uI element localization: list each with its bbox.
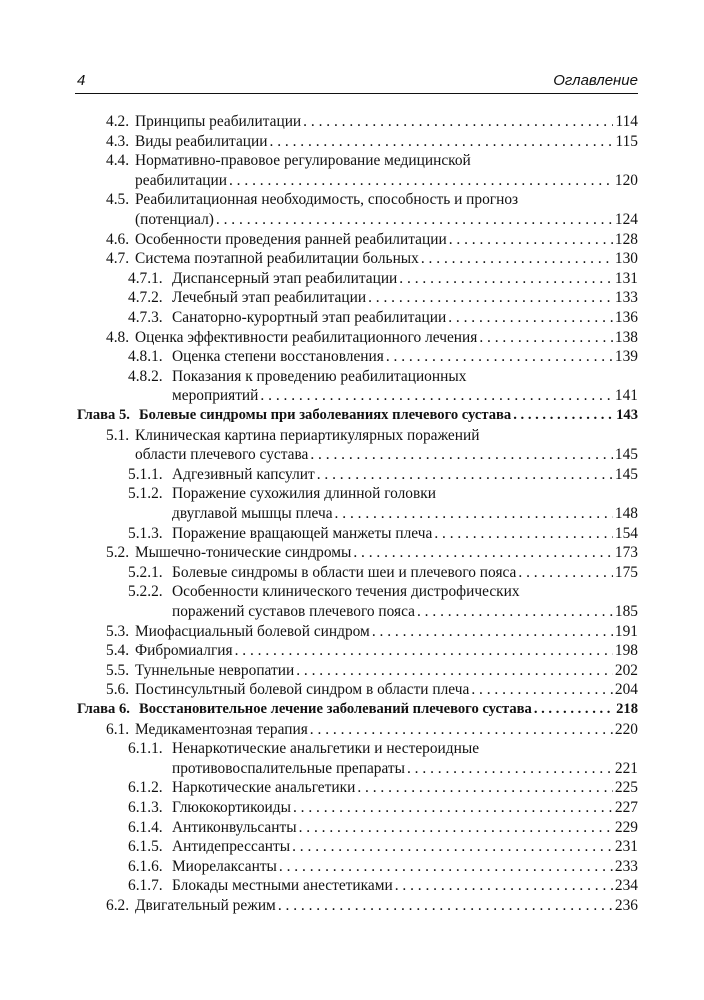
toc-title: Особенности клинического течения дистрофических [172,583,520,601]
toc-page-number: 175 [614,563,638,581]
dot-leader [270,132,614,152]
toc-number: 5.1. [106,426,130,444]
dot-leader [310,445,613,465]
toc-line [128,778,638,798]
toc-number: 6.1.1. [128,740,163,758]
toc-page-number: 185 [614,602,638,620]
toc-line [128,876,638,896]
toc-title: Двигательный режим [135,897,276,914]
toc-line [128,288,638,308]
toc-line [77,700,638,720]
toc-page-number: 204 [614,681,638,699]
toc-line [106,720,638,740]
toc-page-number: 233 [614,857,638,875]
toc-entry [106,151,638,190]
toc-number: 4.4. [106,152,130,170]
dot-leader [317,465,613,485]
toc-line [128,837,638,857]
toc-title: Фибромиалгия [135,642,233,660]
toc-title: Антиконвульсанты [172,818,297,836]
toc-title: мероприятий [172,387,259,405]
toc-line [128,269,638,289]
toc-number: 5.4. [106,642,130,660]
dot-leader [513,406,614,426]
toc-page-number: 139 [614,348,638,366]
toc-page-number: 141 [614,387,638,405]
toc-page-number: 120 [614,171,638,189]
toc-number: Глава 5. [77,407,130,423]
toc-page-number: 218 [616,701,638,717]
toc-entry [106,230,638,250]
toc-page-number: 191 [614,622,638,640]
toc-entry [128,837,638,857]
toc-number: 4.7.3. [128,309,163,326]
toc-line [128,367,638,387]
dot-leader [395,876,613,896]
toc-chapter [77,406,638,426]
toc-entry [106,641,638,661]
dot-leader [260,386,612,406]
page-number: 4 [77,72,86,89]
toc-page-number: 231 [614,838,638,856]
toc-title: Миофасциальный болевой синдром [135,622,370,640]
dot-leader [299,818,613,838]
toc-line [106,641,638,661]
toc-number: 5.1.3. [128,524,163,542]
toc-title: Принципы реабилитации [135,113,302,130]
toc-number: 6.1.2. [128,779,163,797]
toc-line [77,406,638,426]
running-title: Оглавление [553,72,638,89]
toc-line [106,328,638,348]
toc-number: 6.1.6. [128,857,163,875]
toc-number: 5.3. [106,622,130,640]
dot-leader [303,112,613,132]
toc-line [106,543,638,563]
toc-line [128,759,638,779]
toc-entry [106,190,638,229]
dot-leader [386,347,613,367]
toc-entry [106,112,638,132]
toc-page-number: 220 [614,720,638,738]
toc-line [128,798,638,818]
dot-leader [471,680,613,700]
dot-leader [434,524,613,544]
toc-page-number: 227 [614,799,638,816]
toc-entry [106,680,638,700]
toc-title: Оценка степени восстановления [172,348,384,366]
toc-page-number: 143 [616,407,638,423]
toc-line [128,739,638,759]
toc-entry [128,818,638,838]
dot-leader [357,778,613,798]
dot-leader [407,759,613,779]
toc-line [106,622,638,642]
dot-leader [235,641,613,661]
toc-title: поражений суставов плечевого пояса [172,602,415,620]
toc-title: Санаторно-курортный этап реабилитации [172,309,447,326]
toc-entry [106,249,638,269]
toc-line [106,132,638,152]
toc-title: Поражение сухожилия длинной головки [172,485,436,503]
toc-title: Антидепрессанты [172,838,291,856]
toc-page-number: 225 [614,779,638,797]
toc-title: Реабилитационная необходимость, способность и прогноз [135,191,519,209]
toc-line [106,661,638,681]
dot-leader [518,563,613,583]
toc-line [128,563,638,583]
toc-title: Система поэтапной реабилитации больных [135,250,419,268]
toc-page-number: 130 [614,250,638,268]
toc-title: Блокады местными анестетиками [172,877,393,895]
toc-number: 4.8. [106,328,130,346]
toc-number: 5.1.2. [128,485,163,503]
header-rule [75,93,638,94]
toc-title: Мышечно-тонические синдромы [135,544,352,562]
toc-number: 6.1.3. [128,799,163,816]
toc-line [128,347,638,367]
toc-entry [128,288,638,308]
toc-entry [106,132,638,152]
dot-leader [296,661,613,681]
toc-line [106,210,638,230]
toc-title: Оценка эффективности реабилитационного лечения [135,328,478,346]
toc-line [106,249,638,269]
toc-title: Болевые синдромы при заболеваниях плечевого сустава [139,407,512,423]
toc-page-number: 124 [614,210,638,228]
toc-line [106,896,638,916]
toc-page-number: 128 [614,230,638,248]
toc-line [106,112,638,132]
toc-page-number: 145 [614,446,638,464]
toc-number: 5.2. [106,544,130,562]
dot-leader [279,857,613,877]
toc-number: 5.5. [106,661,130,679]
toc-number: 6.1. [106,720,130,738]
toc-title: Виды реабилитации [135,132,268,150]
dot-leader [310,720,613,740]
toc-entry [128,484,638,523]
toc-title: (потенциал) [135,210,214,228]
toc-number: 5.2.1. [128,563,163,581]
toc-title: Лечебный этап реабилитации [172,289,367,307]
toc-page-number: 198 [614,642,638,660]
toc-page-number: 114 [615,113,638,130]
toc-number: 4.8.2. [128,367,163,385]
toc-entry [128,582,638,621]
dot-leader [353,543,613,563]
toc-line [128,484,638,504]
dot-leader [293,798,613,818]
toc-page-number: 154 [614,524,638,542]
toc-title: двуглавой мышцы плеча [172,504,333,522]
toc-number: Глава 6. [77,701,130,717]
toc-title: Клиническая картина периартикулярных поражений [135,426,480,444]
toc-page-number: 115 [615,132,638,150]
toc-entry [106,661,638,681]
toc-entry [106,720,638,740]
dot-leader [448,308,613,328]
toc-page-number: 138 [614,328,638,346]
toc-number: 6.1.7. [128,877,163,895]
toc-line [128,602,638,622]
toc-line [128,465,638,485]
toc-line [106,445,638,465]
toc-number: 4.7.1. [128,269,163,287]
toc-entry [128,347,638,367]
toc-entry [128,798,638,818]
toc-line [106,680,638,700]
toc-page-number: 236 [614,897,638,914]
toc-line [106,171,638,191]
toc-title: Диспансерный этап реабилитации [172,269,398,287]
toc-line [106,426,638,446]
toc-entry [128,778,638,798]
toc-line [106,190,638,210]
toc-page-number: 131 [614,269,638,287]
running-header [75,70,638,92]
toc-number: 4.6. [106,230,130,248]
toc-entry [128,524,638,544]
toc-title: Нормативно-правовое регулирование медицинской [135,152,471,170]
toc-line [128,818,638,838]
toc-title: Адгезивный капсулит [172,465,315,483]
toc-page-number: 173 [614,544,638,562]
toc-title: Особенности проведения ранней реабилитации [135,230,447,248]
toc-page-number: 136 [614,309,638,326]
toc-entry [128,739,638,778]
dot-leader [534,700,614,720]
dot-leader [421,249,613,269]
toc-title: Ненаркотические анальгетики и нестероидные [172,740,480,758]
toc-number: 4.7. [106,250,130,268]
toc-entry [128,465,638,485]
toc-chapter [77,700,638,720]
dot-leader [372,622,613,642]
toc-title: Миорелаксанты [172,857,277,875]
toc-title: области плечевого сустава [135,446,309,464]
toc-entry [106,896,638,916]
dot-leader [229,171,613,191]
dot-leader [417,602,613,622]
toc-line [128,504,638,524]
toc-line [128,857,638,877]
toc-number: 4.7.2. [128,289,163,307]
toc-number: 6.1.5. [128,838,163,856]
toc-entry [128,563,638,583]
toc-line [106,230,638,250]
toc-title: Поражение вращающей манжеты плеча [172,524,433,542]
toc-line [106,151,638,171]
toc-number: 4.5. [106,191,130,209]
toc-number: 5.2.2. [128,583,163,601]
dot-leader [479,328,613,348]
dot-leader [216,210,613,230]
toc-line [128,386,638,406]
toc-page-number: 148 [614,504,638,522]
toc-number: 6.2. [106,897,130,914]
toc-entry [106,328,638,348]
toc-number: 4.2. [106,113,130,130]
dot-leader [292,837,613,857]
toc-entry [106,543,638,563]
toc-title: Медикаментозная терапия [135,720,308,738]
toc-entry [106,426,638,465]
dot-leader [278,896,613,916]
toc-title: Постинсультный болевой синдром в области плеча [135,681,470,699]
toc-line [128,524,638,544]
dot-leader [368,288,613,308]
toc-entry [128,857,638,877]
toc-page-number: 234 [614,877,638,895]
toc-title: реабилитации [135,171,227,189]
toc-line [128,582,638,602]
toc-title: противовоспалительные препараты [172,759,405,777]
toc-number: 5.6. [106,681,130,699]
toc-number: 4.3. [106,132,130,150]
toc-page-number: 133 [614,289,638,307]
toc-entry [128,367,638,406]
toc-entry [128,876,638,896]
dot-leader [335,504,613,524]
toc-number: 6.1.4. [128,818,163,836]
toc-title: Наркотические анальгетики [172,779,356,797]
toc-page-number: 145 [614,465,638,483]
toc-line [128,308,638,328]
toc-title: Туннельные невропатии [135,661,295,679]
toc-entry [128,269,638,289]
toc-number: 5.1.1. [128,465,163,483]
toc-title: Показания к проведению реабилитационных [172,367,467,385]
toc-page-number: 229 [614,818,638,836]
toc-number: 4.8.1. [128,348,163,366]
toc-title: Болевые синдромы в области шеи и плечевого пояса [172,563,517,581]
toc-title: Глюкокортикоиды [172,799,291,816]
dot-leader [399,269,613,289]
toc-entry [106,622,638,642]
toc-title: Восстановительное лечение заболеваний плечевого сустава [139,701,532,717]
toc-page-number: 202 [614,661,638,679]
toc-page-number: 221 [614,759,638,777]
toc-entry [128,308,638,328]
dot-leader [449,230,613,250]
